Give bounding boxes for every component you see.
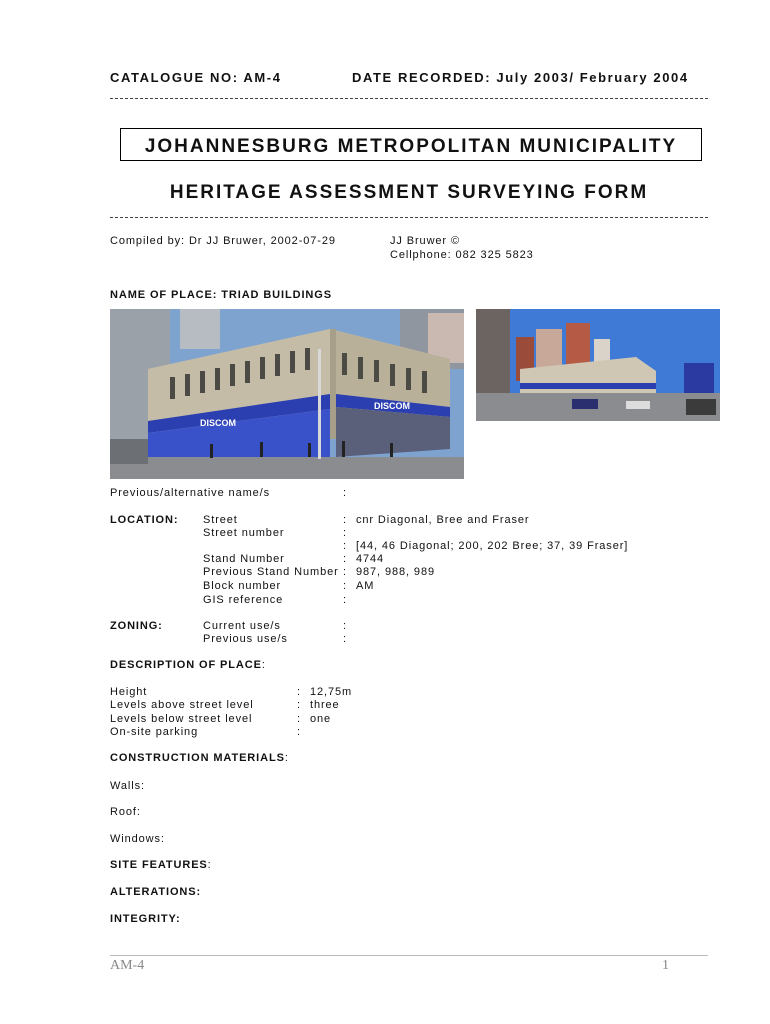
page-number: 1 (662, 958, 669, 973)
municipality-title: JOHANNESBURG METROPOLITAN MUNICIPALITY (144, 136, 678, 157)
location-prev-stand-value: 987, 988, 989 (356, 566, 435, 578)
footer-rule (110, 955, 708, 956)
height-label: Height (110, 686, 148, 698)
location-stand-number-value: 4744 (356, 553, 385, 565)
zoning-previous-label: Previous use/s (203, 633, 288, 645)
building-photo-main (110, 309, 464, 479)
previous-name-label: Previous/alternative name/s (110, 487, 271, 499)
zoning-heading: ZONING: (110, 620, 163, 632)
parking-label: On-site parking (110, 726, 199, 738)
materials-heading: CONSTRUCTION MATERIALS: (110, 752, 289, 764)
roof-label: Roof: (110, 806, 141, 818)
sign-right: DISCOM (374, 401, 410, 411)
colon: : (343, 540, 347, 552)
compiled-by: Compiled by: Dr JJ Bruwer, 2002-07-29 (110, 235, 336, 247)
colon: : (343, 514, 347, 526)
location-block-label: Block number (203, 580, 282, 592)
footer-catalogue: AM-4 (110, 958, 145, 973)
form-title: HERITAGE ASSESSMENT SURVEYING FORM (169, 182, 649, 203)
location-street-numbers-value: [44, 46 Diagonal; 200, 202 Bree; 37, 39 Fraser] (356, 540, 629, 552)
previous-name-colon: : (343, 487, 347, 499)
alterations-heading: ALTERATIONS: (110, 886, 202, 898)
colon: : (343, 633, 347, 645)
author: JJ Bruwer © (390, 235, 460, 247)
colon: : (343, 594, 347, 606)
colon: : (297, 726, 301, 738)
date-recorded: DATE RECORDED: July 2003/ February 2004 (352, 70, 689, 85)
colon: : (297, 699, 301, 711)
location-heading: LOCATION: (110, 514, 179, 526)
location-prev-stand-label: Previous Stand Number (203, 566, 339, 578)
colon: : (343, 553, 347, 565)
description-heading: DESCRIPTION OF PLACE: (110, 659, 266, 671)
location-street-number-label: Street number (203, 527, 285, 539)
divider (110, 98, 708, 99)
colon: : (343, 566, 347, 578)
colon: : (297, 686, 301, 698)
name-of-place: NAME OF PLACE: TRIAD BUILDINGS (110, 289, 332, 301)
location-street-value: cnr Diagonal, Bree and Fraser (356, 514, 530, 526)
height-value: 12,75m (310, 686, 353, 698)
cellphone: Cellphone: 082 325 5823 (390, 249, 534, 261)
levels-below-value: one (310, 713, 332, 725)
divider (110, 217, 708, 218)
colon: : (297, 713, 301, 725)
colon: : (343, 580, 347, 592)
windows-label: Windows: (110, 833, 165, 845)
building-photo-secondary (476, 309, 720, 421)
location-block-value: AM (356, 580, 375, 592)
levels-above-value: three (310, 699, 340, 711)
location-stand-number-label: Stand Number (203, 553, 285, 565)
catalogue-number: CATALOGUE NO: AM-4 (110, 70, 282, 85)
levels-above-label: Levels above street level (110, 699, 254, 711)
location-gis-label: GIS reference (203, 594, 284, 606)
site-features-heading: SITE FEATURES: (110, 859, 212, 871)
colon: : (343, 620, 347, 632)
walls-label: Walls: (110, 780, 145, 792)
location-street-label: Street (203, 514, 238, 526)
levels-below-label: Levels below street level (110, 713, 253, 725)
zoning-current-label: Current use/s (203, 620, 281, 632)
sign-left: DISCOM (200, 418, 236, 428)
integrity-heading: INTEGRITY: (110, 913, 181, 925)
colon: : (343, 527, 347, 539)
